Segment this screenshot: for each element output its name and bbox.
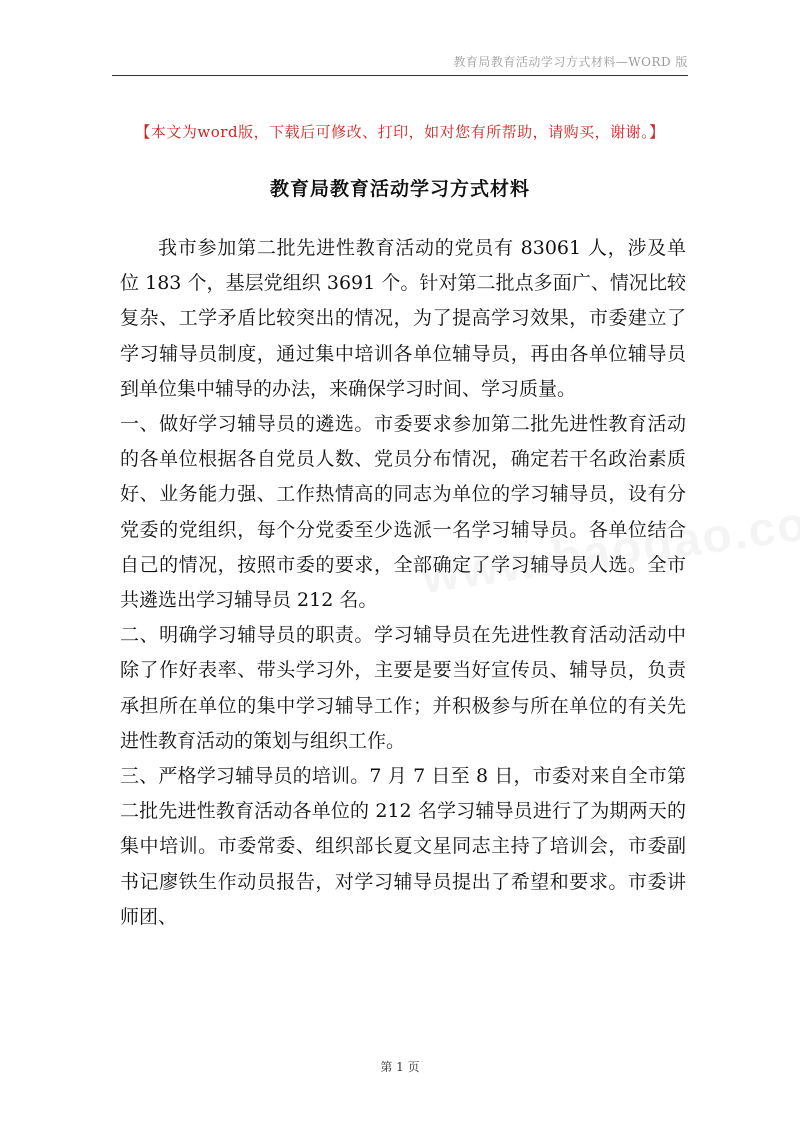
document-title: 教育局教育活动学习方式材料 [269, 178, 530, 200]
download-notice: 【本文为word版，下载后可修改、打印，如对您有所帮助，请购买，谢谢。】 [135, 123, 665, 141]
document-body [120, 231, 686, 935]
paragraph-intro: 我市参加第二批先进性教育活动的党员有 83061 人，涉及单位 183 个，基层党组织 3691 个。针对第二批点多面广、情况比较复杂、工学矛盾比较突出的情况，为了提高学习效果，市委建立了学习辅导员制度，通过集中培训各单位辅导员，再由各单位辅导员到单位集中辅导的办法，来确保学习时间、学习质量。 [120, 237, 686, 400]
paragraph-section-2: 二、明确学习辅导员的职责。学习辅导员在先进性教育活动活动中除了作好表率、带头学习外，主要是要当好宣传员、辅导员，负责承担所在单位的集中学习辅导工作；并积极参与所在单位的有关先进性教育活动的策划与组织工作。 [120, 624, 686, 752]
paragraph-section-1: 一、做好学习辅导员的遴选。市委要求参加第二批先进性教育活动的各单位根据各自党员人数、党员分布情况，确定若干名政治素质好、业务能力强、工作热情高的同志为单位的学习辅导员，设有分党委的党组织，每个分党委至少选派一名学习辅导员。各单位结合自己的情况，按照市委的要求，全部确定了学习辅导员人选。全市共遴选出学习辅导员 212 名。 [120, 413, 686, 612]
running-header: 教育局教育活动学习方式材料—WORD 版 [453, 55, 688, 69]
paragraph-section-3: 三、严格学习辅导员的培训。7 月 7 日至 8 日，市委对来自全市第二批先进性教育活动各单位的 212 名学习辅导员进行了为期两天的集中培训。市委常委、组织部长夏文星同志主持了培训会，市委副书记廖铁生作动员报告，对学习辅导员提出了希望和要求。市委讲师团、 [120, 765, 686, 928]
header-divider [112, 75, 688, 76]
page-number: 第 1 页 [380, 1060, 420, 1074]
